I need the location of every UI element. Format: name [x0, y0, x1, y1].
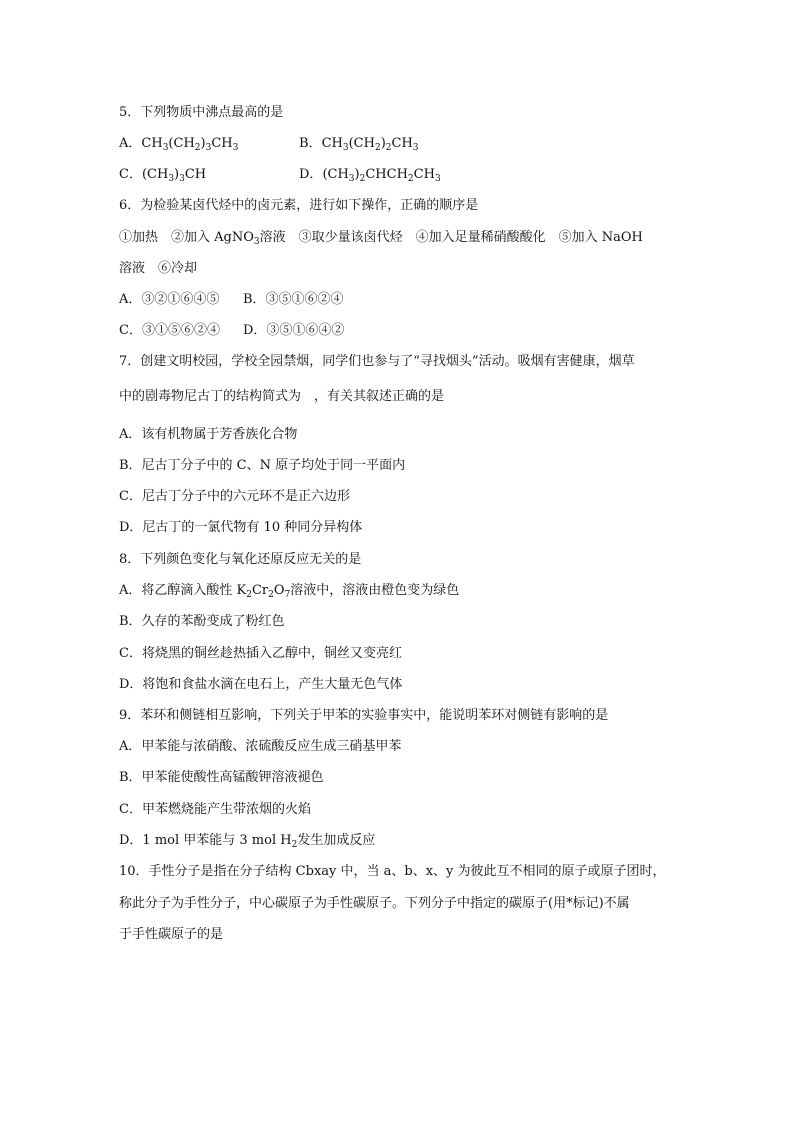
- question-9-option-d: D．1 mol 甲苯能与 3 mol $H_2$发生加成反应: [119, 833, 376, 850]
- question-5-option-c: C．$(CH_3)_3CH$: [119, 167, 207, 184]
- question-8-option-b: B．久存的苯酚变成了粉红色: [119, 614, 285, 629]
- question-7-option-c: C．尼古丁分子中的六元环不是正六边形: [119, 489, 350, 504]
- question-8-option-c: C．将烧黑的铜丝趁热插入乙醇中，铜丝又变亮红: [119, 646, 402, 661]
- question-9-option-a: A．甲苯能与浓硝酸、浓硫酸反应生成三硝基甲苯: [119, 739, 402, 754]
- question-5-stem: 5．下列物质中沸点最高的是: [119, 105, 284, 120]
- question-6-option-a: A．③②①⑥④⑤: [119, 292, 220, 307]
- question-8-option-a: A．将乙醇滴入酸性 $K_2Cr_2O_7$溶液中，溶液由橙色变为绿色: [119, 583, 460, 600]
- question-10-stem-line-1: 10．手性分子是指在分子结构 Cbxay 中，当 a、b、x、y 为彼此互不相同的原子或原子团时，: [119, 864, 666, 879]
- question-6-option-d: D．③⑤①⑥④②: [243, 323, 345, 338]
- question-6-option-c: C．③①⑤⑥②④: [119, 323, 220, 338]
- question-8-stem: 8．下列颜色变化与氧化还原反应无关的是: [119, 552, 362, 567]
- question-7-stem-line-1: 7．创建文明校园，学校全园禁烟，同学们也参与了“寻找烟头”活动。吸烟有害健康，烟草: [119, 354, 635, 369]
- question-5-option-d: D．$(CH_3)_2CHCH_2CH_3$: [299, 167, 441, 184]
- question-8-option-d: D．将饱和食盐水滴在电石上，产生大量无色气体: [119, 677, 403, 692]
- question-6-steps-line-2: 溶液 ⑥冷却: [119, 261, 198, 276]
- question-9-option-b: B．甲苯能使酸性高锰酸钾溶液褪色: [119, 770, 324, 785]
- question-7-option-d: D．尼古丁的一氯代物有 10 种同分异构体: [119, 520, 363, 535]
- question-6-steps-line-1: ①加热 ②加入 AgNO$_3$溶液 ③取少量该卤代烃 ④加入足量稀硝酸酸化 ⑤加入 NaOH: [119, 230, 643, 247]
- question-7-option-a: A．该有机物属于芳香族化合物: [119, 427, 298, 442]
- question-5-option-a: A．$CH_3(CH_2)_3CH_3$: [119, 136, 239, 153]
- question-6-option-b: B．③⑤①⑥②④: [243, 292, 344, 307]
- question-10-stem-line-2: 称此分子为手性分子，中心碳原子为手性碳原子。下列分子中指定的碳原子(用*标记)不属: [119, 896, 630, 911]
- question-5-option-b: B．$CH_3(CH_2)_2CH_3$: [299, 136, 419, 153]
- question-6-stem: 6．为检验某卤代烃中的卤元素，进行如下操作，正确的顺序是: [119, 198, 479, 213]
- question-10-stem-line-3: 于手性碳原子的是: [119, 927, 224, 942]
- question-7-option-b: B．尼古丁分子中的 C、N 原子均处于同一平面内: [119, 458, 406, 473]
- question-9-stem: 9．苯环和侧链相互影响，下列关于甲苯的实验事实中，能说明苯环对侧链有影响的是: [119, 708, 609, 723]
- question-9-option-c: C．甲苯燃烧能产生带浓烟的火焰: [119, 802, 311, 817]
- option-label: A．: [119, 136, 142, 151]
- question-7-stem-line-2: 中的剧毒物尼古丁的结构简式为 ，有关其叙述正确的是: [119, 389, 445, 404]
